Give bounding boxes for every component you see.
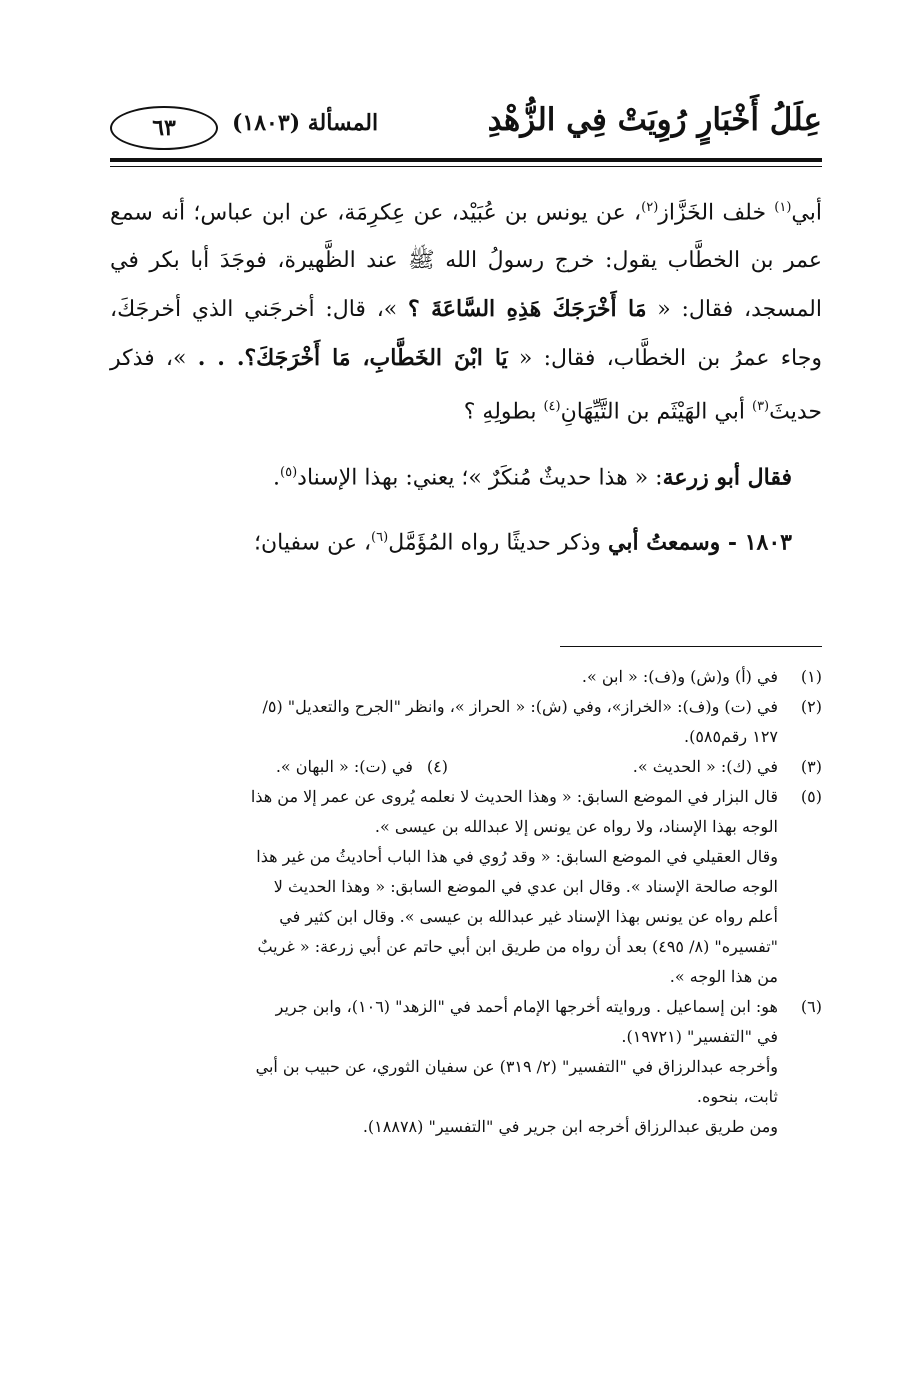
footnote-text: أعلم رواه عن يونس بهذا الإسناد غير عبدالله بن عيسى ». وقال ابن كثير في [279, 907, 778, 926]
footnote-text: في (ت) و(ف): «الخراز»، وفي (ش): « الحراز »، وانظر "الجرح والتعديل" (٥/ [262, 697, 778, 716]
text-run: ، عن سفيان؛ [254, 530, 372, 556]
running-header [110, 98, 822, 158]
page-number: ٦٣ [110, 106, 218, 150]
text-run: . [273, 464, 281, 490]
book-title: عِلَلُ أَخْبَارٍ رُوِيَتْ فِي الزُّهْدِ [487, 102, 822, 138]
text-run: »، فذكر حديثَ [110, 346, 822, 425]
paragraph-item-1803 [110, 514, 822, 567]
footnote-text: في (ت): « البهان ». [275, 757, 413, 776]
footnote-text: قال البزار في الموضع السابق: « وهذا الحديث لا نعلمه يُروى عن عمر إلا من هذا [250, 787, 778, 806]
prophet-quote-2: يَا ابْنَ الخَطَّابِ، مَا أَخْرَجَكَ؟. . . [197, 345, 508, 372]
issue-label: المسألة (١٨٠٣) [232, 110, 379, 136]
footnote-text: في (ك): « الحديث ». [632, 757, 778, 776]
main-text [110, 184, 822, 567]
text-run: أبي [791, 200, 822, 226]
footnote-3-4 [110, 752, 822, 782]
text-run: »، قال: أخرجَني الذي أخرجَكَ، وجاء عمرُ بن الخطَّاب، فقال: « [110, 297, 822, 372]
footnote-number: (٣) [800, 757, 822, 776]
footnote-text: في (أ) و(ش) و(ف): « ابن ». [581, 667, 778, 686]
footnote-4 [276, 752, 448, 782]
text-run: بطولِهِ ؟ [463, 399, 544, 425]
footnote-separator [560, 646, 822, 647]
header-rule-thin [110, 166, 822, 167]
footnote-ref-5: (٥) [280, 464, 298, 480]
footnote-ref-1: (١) [774, 200, 792, 215]
footnote-ref-3: (٣) [751, 399, 770, 415]
footnote-text: من هذا الوجه ». [669, 967, 778, 986]
ruling-lead: فقال أبو زرعة [662, 463, 792, 490]
footnote-text: ثابت، بنحوه. [696, 1087, 778, 1106]
text-run: أبي الهَيْثَم بن التَّيِّهَانِ [560, 399, 752, 425]
footnote-number: (٤) [426, 757, 448, 776]
paragraph-hadith [110, 184, 822, 437]
text-run: خلف الخَزَّاز [658, 200, 775, 226]
footnote-1 [110, 662, 822, 692]
footnotes [110, 662, 822, 1142]
paragraph-ruling [110, 449, 822, 502]
footnote-number: (٦) [800, 997, 822, 1016]
footnote-text: في "التفسير" (١٩٧٢١). [621, 1027, 778, 1046]
footnote-text: "تفسيره" (٨/ ٤٩٥) بعد أن رواه من طريق ابن أبي حاتم عن أبي زرعة: « غريبٌ [257, 937, 778, 956]
text-run: ، عن يونس بن عُبَيْد، عن عِكرِمَة، عن ابن عباس؛ أنه سمع عمر بن الخطَّاب يقول: خرج رسولُ الله ﷺ عند الظَّهيرة، فوجَدَ أبا بكر في المسجد، فقال: « [110, 200, 822, 323]
footnote-5 [110, 782, 822, 992]
footnote-text: وأخرجه عبدالرزاق في "التفسير" (٢/ ٣١٩) عن سفيان الثوري، عن حبيب بن أبي [255, 1057, 778, 1076]
footnote-text: الوجه بهذا الإسناد، ولا رواه عن يونس إلا عبدالله بن عيسى ». [374, 817, 778, 836]
item-lead: ١٨٠٣ - وسمعتُ أبي [608, 529, 792, 556]
footnote-number: (٢) [800, 697, 822, 716]
footnote-text: وقال العقيلي في الموضع السابق: « وقد رُوي في هذا الباب أحاديثُ من غير هذا [256, 847, 778, 866]
prophet-quote-1: مَا أَخْرَجَكَ هَذِهِ السَّاعَةَ ؟ [408, 296, 647, 323]
footnote-ref-6: (٦) [371, 529, 389, 545]
footnote-6 [110, 992, 822, 1142]
footnote-text: الوجه صالحة الإسناد ». وقال ابن عدي في الموضع السابق: « وهذا الحديث لا [273, 877, 778, 896]
text-run: وذكر حديثًا رواه المُؤَمَّل [388, 530, 609, 556]
footnote-text: هو: ابن إسماعيل . وروايته أخرجها الإمام أحمد في "الزهد" (١٠٦)، وابن جرير [275, 997, 778, 1016]
text-run: : « هذا حديثٌ مُنكَرٌ »؛ يعني: بهذا الإسناد [297, 464, 663, 490]
footnote-text: ١٢٧ رقم٥٨٥). [684, 727, 778, 746]
footnote-ref-2: (٢) [641, 200, 659, 215]
footnote-number: (١) [800, 667, 822, 686]
header-rule-thick [110, 158, 822, 162]
footnote-text: ومن طريق عبدالرزاق أخرجه ابن جرير في "التفسير" (١٨٨٧٨). [362, 1117, 778, 1136]
footnote-ref-4: (٤) [543, 399, 561, 415]
footnote-number: (٥) [800, 787, 822, 806]
footnote-2 [110, 692, 822, 752]
